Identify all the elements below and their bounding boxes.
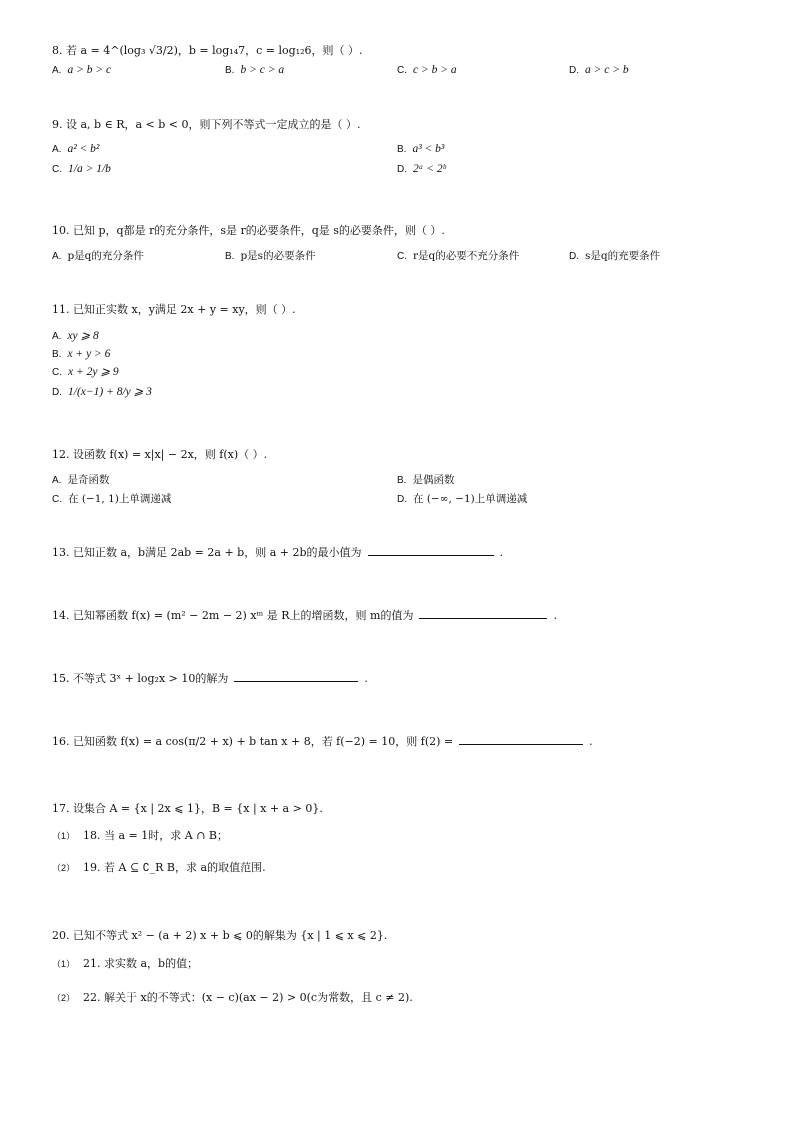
option-label: A.	[52, 65, 62, 76]
option-text: c > b > a	[413, 64, 457, 76]
question-13	[52, 545, 503, 560]
q11-option-c	[52, 365, 119, 380]
question-11-stem: 11. 已知正实数 x，y满足 2x + y = xy，则（ ）.	[52, 303, 296, 316]
option-text: 1/(x−1) + 8/y ⩾ 3	[68, 386, 152, 398]
option-label: C.	[52, 367, 62, 378]
sub-label: （1）	[52, 959, 76, 969]
q17-sub-2	[52, 861, 266, 875]
option-text: a > c > b	[585, 64, 629, 76]
option-text: x + 2y ⩾ 9	[68, 366, 119, 378]
option-text: 在 (−1, 1)上单调递减	[68, 493, 172, 505]
q17-sub-1	[52, 829, 228, 843]
answer-blank[interactable]	[419, 608, 547, 619]
option-text: 是偶函数	[412, 474, 455, 486]
answer-blank[interactable]	[234, 671, 358, 682]
q20-sub-2	[52, 991, 413, 1005]
q12-option-d	[397, 492, 527, 507]
q10-option-a	[52, 249, 144, 264]
option-label: A.	[52, 475, 62, 486]
question-16	[52, 734, 593, 749]
option-text: a > b > c	[67, 64, 112, 76]
option-label: C.	[52, 164, 62, 175]
question-tail: .	[553, 609, 557, 622]
answer-blank[interactable]	[459, 734, 583, 745]
question-14	[52, 608, 557, 623]
question-16-stem: 16. 已知函数 f(x) = a cos(π/2 + x) + b tan x + 8，若 f(−2) = 10，则 f(2) =	[52, 735, 454, 748]
option-label: A.	[52, 251, 62, 262]
option-text: a³ < b³	[412, 143, 445, 155]
q10-option-c	[397, 249, 519, 264]
option-label: B.	[225, 65, 235, 76]
option-text: p是q的充分条件	[67, 250, 144, 262]
option-label: D.	[569, 65, 579, 76]
option-label: C.	[397, 65, 407, 76]
question-tail: .	[589, 735, 593, 748]
option-text: s是q的充要条件	[585, 250, 661, 262]
option-label: A.	[52, 331, 62, 342]
option-label: D.	[397, 494, 407, 505]
sub-text: 21. 求实数 a，b的值；	[83, 957, 199, 970]
q10-option-d	[569, 249, 660, 264]
option-label: A.	[52, 144, 62, 155]
q12-option-a	[52, 473, 109, 488]
q12-option-b	[397, 473, 454, 488]
question-14-stem: 14. 已知幂函数 f(x) = (m² − 2m − 2) xᵐ 是 R上的增函数，则 m的值为	[52, 609, 414, 622]
q11-option-d	[52, 385, 152, 400]
sub-label: （2）	[52, 993, 76, 1003]
q8-option-a	[52, 63, 111, 78]
question-13-stem: 13. 已知正数 a，b满足 2ab = 2a + b，则 a + 2b的最小值为	[52, 546, 362, 559]
question-tail: .	[499, 546, 504, 559]
q8-option-b	[225, 63, 284, 78]
sub-text: 22. 解关于 x的不等式：(x − c)(ax − 2) > 0(c为常数，且 c ≠ 2).	[83, 991, 413, 1004]
question-15-stem: 15. 不等式 3ˣ + log₂x > 10的解为	[52, 672, 229, 685]
option-label: D.	[52, 387, 62, 398]
q10-option-b	[225, 249, 316, 264]
option-label: B.	[225, 251, 235, 262]
option-text: b > c > a	[240, 64, 285, 76]
option-text: 在 (−∞, −1)上单调递减	[413, 493, 528, 505]
option-text: r是q的必要不充分条件	[413, 250, 520, 262]
option-label: B.	[52, 349, 62, 360]
q8-option-c	[397, 63, 457, 78]
sub-text: 19. 若 A ⊆ ∁_R B，求 a的取值范围.	[83, 861, 266, 874]
q9-option-a	[52, 142, 99, 157]
question-17-stem: 17. 设集合 A = {x | 2x ⩽ 1}，B = {x | x + a > 0}.	[52, 802, 323, 815]
question-10-stem: 10. 已知 p，q都是 r的充分条件，s是 r的必要条件，q是 s的必要条件，则（ ）.	[52, 224, 445, 237]
q9-option-c	[52, 162, 111, 177]
question-9-stem: 9. 设 a, b ∈ R，a < b < 0，则下列不等式一定成立的是（ ）.	[52, 118, 361, 131]
option-label: B.	[397, 144, 407, 155]
question-20-stem: 20. 已知不等式 x² − (a + 2) x + b ⩽ 0的解集为 {x | 1 ⩽ x ⩽ 2}.	[52, 929, 388, 942]
option-text: x + y > 6	[67, 348, 111, 360]
option-label: D.	[569, 251, 579, 262]
sub-label: （2）	[52, 863, 76, 873]
q12-option-c	[52, 492, 171, 507]
option-label: D.	[397, 164, 407, 175]
option-label: C.	[397, 251, 407, 262]
q9-option-d	[397, 162, 446, 177]
q8-option-d	[569, 63, 629, 78]
q11-option-b	[52, 347, 110, 362]
question-15	[52, 671, 368, 686]
option-label: C.	[52, 494, 62, 505]
sub-label: （1）	[52, 831, 76, 841]
option-text: p是s的必要条件	[240, 250, 316, 262]
q11-option-a	[52, 329, 99, 344]
option-text: 是奇函数	[67, 474, 110, 486]
q9-option-b	[397, 142, 444, 157]
question-tail: .	[364, 672, 368, 685]
option-text: a² < b²	[67, 143, 100, 155]
option-text: 2ᵃ < 2ᵇ	[413, 163, 446, 175]
question-8-stem: 8. 若 a = 4^(log₃ √3/2)，b = log₁₄7，c = log₁₂6，则（ ）.	[52, 44, 363, 57]
question-12-stem: 12. 设函数 f(x) = x|x| − 2x，则 f(x)（ ）.	[52, 448, 268, 461]
answer-blank[interactable]	[368, 545, 494, 556]
option-text: xy ⩾ 8	[67, 330, 99, 342]
option-label: B.	[397, 475, 407, 486]
sub-text: 18. 当 a = 1时，求 A ∩ B；	[83, 829, 229, 842]
q20-sub-1	[52, 957, 198, 971]
option-text: 1/a > 1/b	[68, 163, 111, 175]
